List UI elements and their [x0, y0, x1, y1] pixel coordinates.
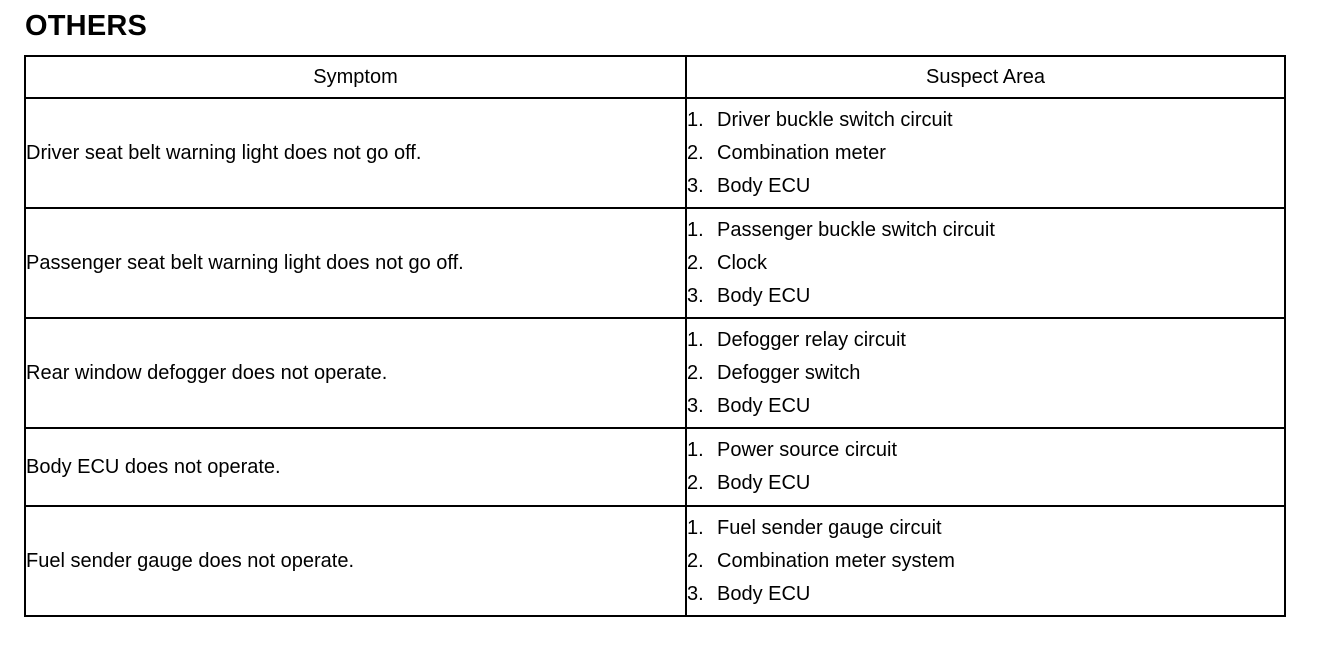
table-row — [25, 506, 1285, 616]
item-text: Power source circuit — [717, 439, 898, 461]
table-row — [25, 208, 1285, 318]
table-row — [25, 428, 1285, 506]
item-text: Body ECU — [717, 394, 811, 417]
item-number: 1. — [687, 328, 704, 351]
item-number: 3. — [687, 284, 704, 307]
item-text: Passenger buckle switch circuit — [717, 218, 995, 241]
item-number: 1. — [687, 516, 704, 539]
item-number: 1. — [687, 439, 704, 461]
symptom-cell: Rear window defogger does not operate. — [25, 318, 686, 428]
item-text: Combination meter system — [717, 549, 955, 572]
suspect-area-item — [687, 280, 1284, 313]
item-text: Body ECU — [717, 174, 811, 197]
suspect-area-cell — [686, 318, 1285, 428]
item-number: 3. — [687, 582, 704, 605]
symptom-table — [24, 55, 1286, 617]
symptom-cell: Fuel sender gauge does not operate. — [25, 506, 686, 616]
suspect-area-item — [687, 324, 1284, 357]
suspect-area-item — [687, 104, 1284, 137]
suspect-area-item — [687, 578, 1284, 611]
suspect-area-cell — [686, 506, 1285, 616]
table-row — [25, 98, 1285, 208]
symptom-header: Symptom — [25, 56, 686, 98]
item-text: Fuel sender gauge circuit — [717, 516, 942, 539]
item-number: 2. — [687, 141, 704, 164]
suspect-area-item — [687, 247, 1284, 280]
suspect-area-item — [687, 545, 1284, 578]
item-number: 2. — [687, 549, 704, 572]
suspect-area-list — [687, 104, 1284, 203]
table-row — [25, 318, 1285, 428]
suspect-area-list — [687, 214, 1284, 313]
item-number: 2. — [687, 472, 704, 494]
suspect-area-header: Suspect Area — [686, 56, 1285, 98]
item-number: 3. — [687, 394, 704, 417]
item-text: Combination meter — [717, 141, 886, 164]
item-number: 3. — [687, 174, 704, 197]
item-text: Body ECU — [717, 472, 811, 494]
suspect-area-item — [687, 170, 1284, 203]
item-number: 2. — [687, 361, 704, 384]
symptom-cell: Body ECU does not operate. — [25, 428, 686, 506]
item-number: 1. — [687, 218, 704, 241]
suspect-area-item — [687, 434, 1284, 467]
suspect-area-list — [687, 512, 1284, 611]
item-text: Body ECU — [717, 284, 811, 307]
suspect-area-item — [687, 512, 1284, 545]
suspect-area-cell — [686, 98, 1285, 208]
section-title: OTHERS — [25, 10, 148, 42]
item-text: Defogger relay circuit — [717, 328, 906, 351]
table-header-row — [25, 56, 1285, 98]
item-number: 2. — [687, 251, 704, 274]
item-number: 1. — [687, 108, 704, 131]
item-text: Driver buckle switch circuit — [717, 108, 953, 131]
suspect-area-item — [687, 390, 1284, 423]
item-text: Defogger switch — [717, 361, 861, 384]
suspect-area-item — [687, 357, 1284, 390]
suspect-area-list — [687, 324, 1284, 423]
suspect-area-item — [687, 214, 1284, 247]
symptom-cell: Driver seat belt warning light does not go off. — [25, 98, 686, 208]
symptom-cell: Passenger seat belt warning light does not go off. — [25, 208, 686, 318]
suspect-area-list — [687, 434, 1284, 500]
suspect-area-cell — [686, 208, 1285, 318]
suspect-area-item — [687, 467, 1284, 500]
suspect-area-cell — [686, 428, 1285, 506]
item-text: Clock — [717, 251, 768, 274]
item-text: Body ECU — [717, 582, 811, 605]
suspect-area-item — [687, 137, 1284, 170]
